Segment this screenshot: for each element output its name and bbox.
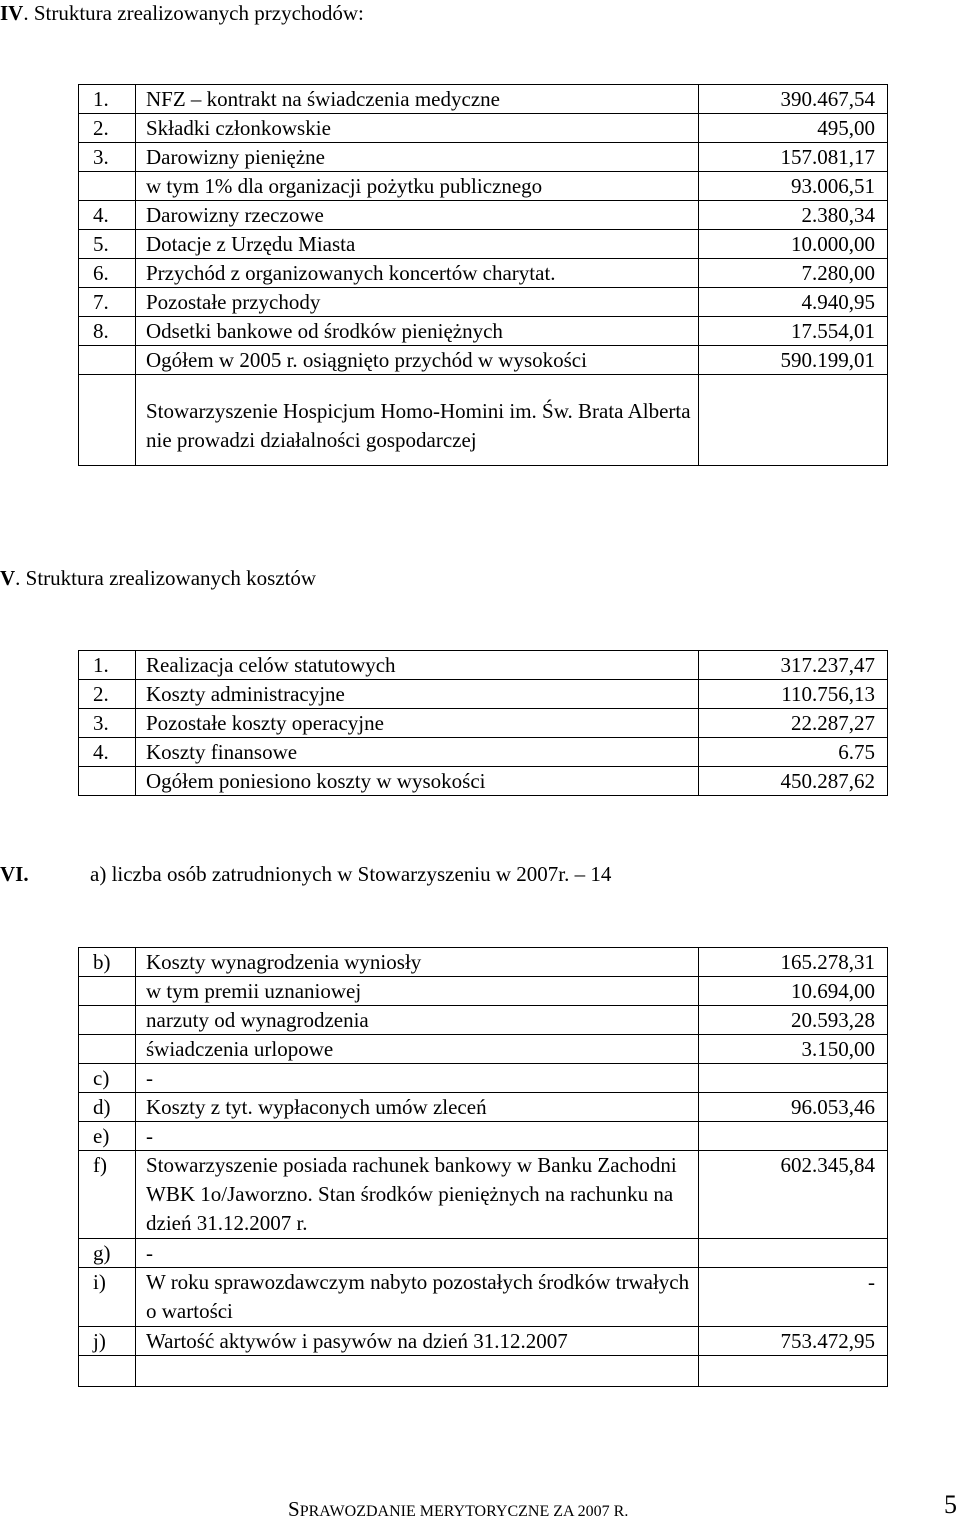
page-footer <box>288 1497 628 1522</box>
section-6-title: a) liczba osób zatrudnionych w Stowarzyszeniu w 2007r. – 14 <box>90 862 612 886</box>
row-value: 10.694,00 <box>699 977 888 1006</box>
table-row <box>79 288 888 317</box>
section-4-heading <box>0 0 364 26</box>
footer-initial: S <box>288 1497 300 1521</box>
table-row <box>79 1122 888 1151</box>
table-row <box>79 259 888 288</box>
row-number <box>79 172 136 201</box>
row-number <box>79 977 136 1006</box>
row-label: Wartość aktywów i pasywów na dzień 31.12.2007 <box>136 1327 699 1356</box>
row-label: Realizacja celów statutowych <box>136 651 699 680</box>
row-number: 4. <box>79 738 136 767</box>
empty-cell <box>79 375 136 466</box>
table-row <box>79 1035 888 1064</box>
table-row <box>79 977 888 1006</box>
row-label: - <box>136 1064 699 1093</box>
row-value: 110.756,13 <box>699 680 888 709</box>
empty-cell <box>699 1356 888 1387</box>
section-4-number: IV <box>0 1 24 25</box>
table-row <box>79 1006 888 1035</box>
page-number: 5 <box>944 1490 957 1519</box>
row-label: - <box>136 1122 699 1151</box>
row-value: 495,00 <box>699 114 888 143</box>
row-value: 2.380,34 <box>699 201 888 230</box>
table-row <box>79 709 888 738</box>
row-number <box>79 346 136 375</box>
row-value: 3.150,00 <box>699 1035 888 1064</box>
row-label: Koszty wynagrodzenia wyniosły <box>136 948 699 977</box>
section-6-number: VI. <box>0 862 29 886</box>
table-row <box>79 143 888 172</box>
row-value <box>699 1239 888 1268</box>
table-row <box>79 948 888 977</box>
row-number <box>79 767 136 796</box>
table-row <box>79 230 888 259</box>
table-row-total <box>79 767 888 796</box>
row-label: Darowizny rzeczowe <box>136 201 699 230</box>
row-value: 590.199,01 <box>699 346 888 375</box>
row-label: Darowizny pieniężne <box>136 143 699 172</box>
table-row <box>79 680 888 709</box>
section-5-heading <box>0 565 316 591</box>
row-label: - <box>136 1239 699 1268</box>
empty-cell <box>699 375 888 466</box>
row-value <box>699 1122 888 1151</box>
row-number: 3. <box>79 709 136 738</box>
table-row <box>79 1268 888 1327</box>
section-5-number: V <box>0 566 16 590</box>
row-label: Pozostałe koszty operacyjne <box>136 709 699 738</box>
table-row-empty <box>79 1356 888 1387</box>
row-label: Stowarzyszenie posiada rachunek bankowy w Banku Zachodni WBK 1o/Jaworzno. Stan środków pieniężnych na rachunku na dzień 31.12.2007 r. <box>136 1151 699 1239</box>
row-label: Koszty z tyt. wypłaconych umów zleceń <box>136 1093 699 1122</box>
costs-table <box>78 650 888 796</box>
row-number: b) <box>79 948 136 977</box>
row-label: Koszty administracyjne <box>136 680 699 709</box>
row-value: 450.287,62 <box>699 767 888 796</box>
table-row <box>79 201 888 230</box>
row-label: W roku sprawozdawczym nabyto pozostałych środków trwałych o wartości <box>136 1268 699 1327</box>
table-row <box>79 1327 888 1356</box>
row-value: 390.467,54 <box>699 85 888 114</box>
table-row <box>79 317 888 346</box>
row-number: 3. <box>79 143 136 172</box>
row-value <box>699 1064 888 1093</box>
table-row <box>79 85 888 114</box>
business-activity-note: Stowarzyszenie Hospicjum Homo-Homini im. Św. Brata Alberta nie prowadzi działalności gospodarczej <box>136 375 699 466</box>
row-value: 17.554,01 <box>699 317 888 346</box>
row-label: Ogółem poniesiono koszty w wysokości <box>136 767 699 796</box>
row-number: 1. <box>79 651 136 680</box>
row-value: 165.278,31 <box>699 948 888 977</box>
row-number: g) <box>79 1239 136 1268</box>
footer-text: PRAWOZDANIE MERYTORYCZNE ZA 2007 R. <box>299 1503 629 1520</box>
income-table <box>78 84 888 466</box>
row-number: i) <box>79 1268 136 1327</box>
row-value: 96.053,46 <box>699 1093 888 1122</box>
row-number: 5. <box>79 230 136 259</box>
row-value: 753.472,95 <box>699 1327 888 1356</box>
table-row <box>79 651 888 680</box>
section-5-title: . Struktura zrealizowanych kosztów <box>15 566 317 590</box>
row-number <box>79 1035 136 1064</box>
table-row <box>79 1093 888 1122</box>
row-number: 1. <box>79 85 136 114</box>
row-value: 317.237,47 <box>699 651 888 680</box>
table-row <box>79 172 888 201</box>
row-label: Dotacje z Urzędu Miasta <box>136 230 699 259</box>
row-label: Odsetki bankowe od środków pieniężnych <box>136 317 699 346</box>
section-6-heading <box>0 861 611 887</box>
table-row <box>79 738 888 767</box>
empty-cell <box>136 1356 699 1387</box>
row-value: 6.75 <box>699 738 888 767</box>
row-number: 2. <box>79 114 136 143</box>
row-value: - <box>699 1268 888 1327</box>
section-4-title: . Struktura zrealizowanych przychodów: <box>23 1 364 25</box>
empty-cell <box>79 1356 136 1387</box>
row-number: j) <box>79 1327 136 1356</box>
row-label: Składki członkowskie <box>136 114 699 143</box>
row-label: w tym 1% dla organizacji pożytku publicznego <box>136 172 699 201</box>
row-value: 7.280,00 <box>699 259 888 288</box>
row-value: 10.000,00 <box>699 230 888 259</box>
employment-table <box>78 947 888 1387</box>
row-number: f) <box>79 1151 136 1239</box>
row-number: e) <box>79 1122 136 1151</box>
table-row-note <box>79 375 888 466</box>
row-label: NFZ – kontrakt na świadczenia medyczne <box>136 85 699 114</box>
row-number: 8. <box>79 317 136 346</box>
row-value: 93.006,51 <box>699 172 888 201</box>
row-number: d) <box>79 1093 136 1122</box>
row-number: 6. <box>79 259 136 288</box>
row-number <box>79 1006 136 1035</box>
row-label: narzuty od wynagrodzenia <box>136 1006 699 1035</box>
row-label: Przychód z organizowanych koncertów charytat. <box>136 259 699 288</box>
row-value: 4.940,95 <box>699 288 888 317</box>
table-row <box>79 1151 888 1239</box>
table-row <box>79 1239 888 1268</box>
row-label: w tym premii uznaniowej <box>136 977 699 1006</box>
row-label: Koszty finansowe <box>136 738 699 767</box>
table-row <box>79 1064 888 1093</box>
row-value: 157.081,17 <box>699 143 888 172</box>
row-number: 4. <box>79 201 136 230</box>
row-number: c) <box>79 1064 136 1093</box>
row-label: Pozostałe przychody <box>136 288 699 317</box>
row-value: 20.593,28 <box>699 1006 888 1035</box>
row-value: 602.345,84 <box>699 1151 888 1239</box>
row-label: Ogółem w 2005 r. osiągnięto przychód w wysokości <box>136 346 699 375</box>
table-row <box>79 114 888 143</box>
row-label: świadczenia urlopowe <box>136 1035 699 1064</box>
row-number: 7. <box>79 288 136 317</box>
row-value: 22.287,27 <box>699 709 888 738</box>
table-row-total <box>79 346 888 375</box>
row-number: 2. <box>79 680 136 709</box>
